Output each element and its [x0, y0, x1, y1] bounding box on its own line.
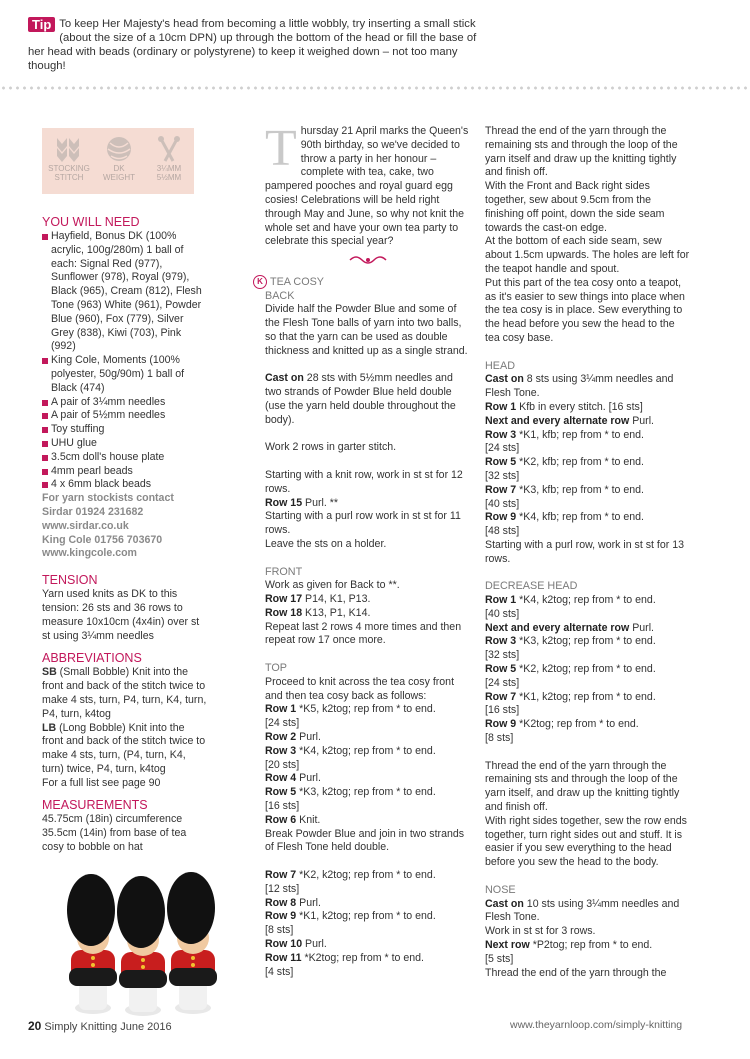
top-row — [265, 759, 470, 773]
top-row — [265, 952, 470, 966]
row-label: Row 9 — [485, 511, 517, 524]
row15 — [265, 497, 470, 511]
row-text: *K1, k2tog; rep from * to end. — [296, 910, 436, 923]
row-label: Cast on — [485, 373, 524, 386]
thread-text: Thread the end of the yarn through the remaining sts and through the loop of the yarn itself, and draw up the knitting tightly and finish off. — [485, 759, 680, 814]
row-label: Row 9 — [265, 910, 297, 923]
front-text: Work as given for Back to **. — [265, 579, 400, 592]
badge-label: STITCH — [54, 173, 84, 182]
yarn-ball-icon — [96, 134, 142, 164]
row-text: 10 sts using 3¼mm needles and Flesh Tone. — [485, 897, 680, 924]
row-text: [32 sts] — [485, 649, 520, 662]
need-item: A pair of 5½mm needles — [42, 409, 207, 423]
dec-row — [485, 608, 690, 622]
sew-text: With right sides together, sew the row ends together, turn right sides out and stuff. It is easier if you sew everything to the head before you sew the head to the body. — [485, 814, 687, 869]
row-label: Row 6 — [265, 813, 297, 826]
column-2 — [257, 120, 470, 979]
page-number: 20 — [28, 1019, 42, 1033]
dec-row — [485, 635, 690, 649]
decrease-head-heading: DECREASE HEAD — [485, 580, 578, 593]
garter-text: Work 2 rows in garter stitch. — [265, 441, 397, 454]
row-label: Row 7 — [485, 483, 517, 496]
top-row — [265, 924, 470, 938]
row-text: *K2, kfb; rep from * to end. — [516, 456, 644, 469]
row-text: [16 sts] — [485, 704, 520, 717]
head-row — [485, 456, 690, 470]
row-text: *K2, k2tog; rep from * to end. — [296, 869, 436, 882]
row-text: [16 sts] — [265, 800, 300, 813]
back-text: Divide half the Powder Blue and some of the Flesh Tone balls of yarn into two balls, so that the yarn can be used as double thickness and knitted up as a single strand. — [265, 303, 468, 357]
abbr-definition: (Long Bobble) Knit into the front and back of the stitch twice to make 4 sts, turn, (P4, turn, K4, turn) twice, P4, turn, k4tog — [42, 721, 206, 775]
sew-text: At the bottom of each side seam, sew about 1.5cm upwards. The holes are left for the teapot handle and spout. — [485, 235, 690, 275]
top-text: Proceed to knit across the tea cosy front and then tea cosy back as follows: — [265, 675, 455, 702]
dec-row — [485, 677, 690, 691]
sew-text: Put this part of the tea cosy onto a teapot, as it's easier to sew things into place when the tea cosy is in place. Sew everything to the head before you sew the head to the tea cosy base. — [485, 276, 685, 344]
badge-label: 3¼MM — [156, 164, 182, 173]
row-label: Row 7 — [485, 690, 517, 703]
abbr-more: For a full list see page 90 — [42, 776, 161, 789]
row-label: Row 18 — [265, 606, 303, 619]
row-label: Row 10 — [265, 938, 303, 951]
dec-row — [485, 732, 690, 746]
tip-box — [28, 17, 488, 73]
row-text: K13, P1, K14. — [302, 606, 371, 619]
need-item: Toy stuffing — [42, 423, 207, 437]
row-text: [24 sts] — [265, 717, 300, 730]
ornament-icon — [265, 254, 470, 271]
row-text: *K2tog; rep from * to end. — [516, 718, 639, 731]
tension-heading: TENSION — [42, 573, 98, 588]
need-item: King Cole, Moments (100% polyester, 50g/90m) 1 ball of Black (474) — [42, 354, 207, 395]
row-text: [32 sts] — [485, 469, 520, 482]
row-text: [12 sts] — [265, 882, 300, 895]
row-text: [24 sts] — [485, 442, 520, 455]
row-text: *K2, k2tog; rep from * to end. — [516, 663, 656, 676]
row-text: 8 sts using 3¼mm needles and Flesh Tone. — [485, 373, 674, 400]
dec-row — [485, 704, 690, 718]
row-text: [48 sts] — [485, 525, 520, 538]
dec-row — [485, 691, 690, 705]
row-text: *K3, k2tog; rep from * to end. — [296, 786, 436, 799]
top-row — [265, 883, 470, 897]
need-item: 4mm pearl beads — [42, 465, 207, 479]
top-row — [265, 717, 470, 731]
abbr-term: LB — [42, 721, 57, 734]
row-text: [40 sts] — [485, 497, 520, 510]
sidebar — [42, 128, 207, 855]
row-text: Kfb in every stitch. [16 sts] — [516, 400, 643, 413]
dotted-divider — [0, 86, 750, 90]
front-heading: FRONT — [265, 565, 303, 578]
row-text: [40 sts] — [485, 607, 520, 620]
royal-guard-egg-cosies-photo — [55, 858, 235, 1018]
measurements-text: 45.75cm (18in) circumference 35.5cm (14in) from base of tea cosy to bobble on hat — [42, 813, 187, 854]
row-text: [4 sts] — [265, 965, 294, 978]
row-label: Row 3 — [485, 428, 517, 441]
head-row — [485, 429, 690, 443]
top-row — [265, 772, 470, 786]
need-item: UHU glue — [42, 437, 207, 451]
row-text: Purl. — [629, 621, 654, 634]
row-label: Row 7 — [265, 869, 297, 882]
row-text: P14, K1, P13. — [302, 593, 371, 606]
badge-label: 5½MM — [156, 173, 182, 182]
row-label: Row 1 — [485, 400, 517, 413]
row-label: Row 5 — [265, 786, 297, 799]
head-row — [485, 498, 690, 512]
top-heading: TOP — [265, 662, 287, 675]
row-label: Row 4 — [265, 772, 297, 785]
row-text: [8 sts] — [485, 732, 514, 745]
column-3 — [485, 125, 690, 980]
needles-icon — [146, 134, 192, 164]
nose-thread: Thread the end of the yarn through the — [485, 966, 667, 979]
tea-cosy-heading — [253, 275, 470, 290]
row-text: Starting with a purl row, work in st st for 13 rows. — [485, 538, 685, 565]
row-text: Purl. — [302, 938, 327, 951]
footer-left — [28, 1019, 172, 1033]
dec-row — [485, 649, 690, 663]
top-row — [265, 869, 470, 883]
break-text: Break Powder Blue and join in two strands of Flesh Tone held double. — [265, 827, 465, 854]
row-label: Row 1 — [485, 594, 517, 607]
top-row — [265, 800, 470, 814]
top-row — [265, 938, 470, 952]
row18 — [265, 607, 470, 621]
head-row — [485, 470, 690, 484]
row-text: *K4, kfb; rep from * to end. — [516, 511, 644, 524]
head-row — [485, 525, 690, 539]
abbr-term: SB — [42, 666, 57, 679]
dec-row — [485, 663, 690, 677]
need-item: 3.5cm doll's house plate — [42, 451, 207, 465]
nose-sts: [5 sts] — [485, 952, 514, 965]
head-row — [485, 511, 690, 525]
drop-cap: T — [265, 120, 297, 177]
tea-cosy-title: TEA COSY — [270, 275, 325, 288]
row-text: *K5, k2tog; rep from * to end. — [296, 703, 436, 716]
nose-heading: NOSE — [485, 883, 516, 896]
top-row — [265, 731, 470, 745]
head-row — [485, 442, 690, 456]
stockist-link[interactable]: www.kingcole.com — [42, 547, 137, 560]
row-text: *K4, k2tog; rep from * to end. — [296, 744, 436, 757]
abbreviations-heading: ABBREVIATIONS — [42, 651, 142, 666]
row-text: *P2tog; rep from * to end. — [529, 939, 653, 952]
row-label: Row 17 — [265, 593, 303, 606]
dec-row — [485, 622, 690, 636]
badge-dk-weight — [96, 134, 142, 182]
nose-row — [485, 939, 690, 953]
row-text: *K3, k2tog; rep from * to end. — [516, 635, 656, 648]
nose-work: Work in st st for 3 rows. — [485, 925, 596, 938]
badge-label: WEIGHT — [103, 173, 135, 182]
head-row — [485, 539, 690, 567]
leave-text: Leave the sts on a holder. — [265, 537, 387, 550]
row-text: Purl. — [296, 731, 321, 744]
row-text: Purl. ** — [302, 496, 339, 509]
row-label: Row 8 — [265, 896, 297, 909]
purl-row-text: Starting with a purl row work in st st for 11 rows. — [265, 510, 461, 537]
row-text: Purl. — [296, 772, 321, 785]
abbr-definition: (Small Bobble) Knit into the front and back of the stitch twice to make 4 sts, turn, P4, turn, K4, turn, P4, turn, k4tog — [42, 666, 207, 720]
stocking-stitch-icon — [46, 134, 92, 164]
row-text: *K4, k2tog; rep from * to end. — [516, 594, 656, 607]
top-row — [265, 910, 470, 924]
badge-label: DK — [113, 164, 125, 173]
head-row — [485, 401, 690, 415]
tension-text: Yarn used knits as DK to this tension: 26 sts and 36 rows to measure 10x10cm (4x4in) over st st using 3¼mm needles — [42, 588, 200, 642]
stockist-contact: King Cole 01756 703670 — [42, 533, 163, 546]
row-label: Next and every alternate row — [485, 621, 630, 634]
knit-badge-icon: K — [253, 275, 267, 289]
head-row — [485, 484, 690, 498]
badge-needle-sizes — [146, 134, 192, 182]
row-text: *K2tog; rep from * to end. — [301, 951, 425, 964]
stockist-link[interactable]: www.sirdar.co.uk — [42, 519, 129, 532]
cast-on-para — [265, 372, 470, 427]
thread-text: Thread the end of the yarn through the remaining sts and through the loop of the yarn itself and draw up the knitting tightly and finish off. — [485, 125, 678, 179]
top-row — [265, 814, 470, 828]
top-row — [265, 897, 470, 911]
instruction-text: 28 sts with 5½mm needles and two strands of Powder Blue held double (use the yarn held double throughout the body). — [265, 372, 456, 426]
row-label: Next and every alternate row — [485, 414, 630, 427]
row-label: Row 3 — [265, 744, 297, 757]
badge-stocking-stitch — [46, 134, 92, 182]
top-row — [265, 745, 470, 759]
head-row — [485, 415, 690, 429]
footer-url[interactable]: www.theyarnloop.com/simply-knitting — [510, 1019, 683, 1031]
head-row — [485, 373, 690, 401]
intro-paragraph — [265, 120, 470, 249]
dec-row — [485, 718, 690, 732]
need-item: Hayfield, Bonus DK (100% acrylic, 100g/280m) 1 ball of each: Signal Red (977), Sunflower (978), Royal (979), Black (965), Cream (812), Flesh Tone (963) White (961), Powder Blue (960), Fox (779), Silver Grey (838), Kiwi (703), Pink (992) — [42, 230, 207, 354]
row-text: [8 sts] — [265, 924, 294, 937]
row-label: Row 5 — [485, 663, 517, 676]
row17 — [265, 593, 470, 607]
row-label: Row 1 — [265, 703, 297, 716]
stockist-contact: Sirdar 01924 231682 — [42, 505, 144, 518]
row-label: Row 15 — [265, 496, 303, 509]
repeat-text: Repeat last 2 rows 4 more times and then repeat row 17 once more. — [265, 620, 462, 647]
row-text: Purl. — [296, 896, 321, 909]
row-text: *K1, k2tog; rep from * to end. — [516, 690, 656, 703]
you-will-need-heading: YOU WILL NEED — [42, 215, 140, 229]
dec-row — [485, 594, 690, 608]
row-label: Cast on — [485, 897, 524, 910]
need-item: A pair of 3¼mm needles — [42, 396, 207, 410]
row-label: Row 3 — [485, 635, 517, 648]
back-heading: BACK — [265, 289, 295, 302]
row-label: Row 11 — [265, 951, 302, 964]
row-label: Row 2 — [265, 731, 297, 744]
knit-row-text: Starting with a knit row, work in st st for 12 rows. — [265, 468, 463, 495]
abbr-lb — [42, 722, 207, 777]
row-text: Purl. — [629, 414, 654, 427]
row-text: *K1, kfb; rep from * to end. — [516, 428, 644, 441]
top-row — [265, 703, 470, 717]
sew-text: With the Front and Back right sides together, sew about 9.5cm from the finishing off point, down the side seam towards the cast-on edge. — [485, 180, 665, 234]
measurements-heading: MEASUREMENTS — [42, 798, 148, 813]
instruction-label: Cast on — [265, 372, 304, 385]
intro-text: hursday 21 April marks the Queen's 90th birthday, so we've decided to throw a party in her honour – complete with tea, cake, two pampered pooches and royal guard egg cosies! Celebrations will be held right through May and June, so why not knit the whole set and have your own tea party to celebrate this special year? — [265, 125, 469, 248]
row-label: Next row — [485, 939, 530, 952]
row-label: Row 9 — [485, 718, 517, 731]
badge-label: STOCKING — [48, 164, 90, 173]
tip-badge: Tip — [28, 17, 55, 32]
magazine-issue: Simply Knitting June 2016 — [44, 1021, 172, 1033]
nose-row — [485, 898, 690, 926]
info-badges — [42, 128, 194, 194]
head-heading: HEAD — [485, 359, 515, 372]
row-text: [20 sts] — [265, 758, 300, 771]
need-item: 4 x 6mm black beads — [42, 478, 207, 492]
row-text: *K3, kfb; rep from * to end. — [516, 483, 644, 496]
tip-text: To keep Her Majesty's head from becoming a little wobbly, try inserting a small stick (about the size of a 10cm DPN) up through the bottom of the head or fill the base of her head with beads (ordinary or polystyrene) to keep it weighed down – not too many though! — [28, 18, 477, 72]
top-row — [265, 786, 470, 800]
abbr-sb — [42, 666, 207, 721]
row-text: [24 sts] — [485, 676, 520, 689]
row-text: Knit. — [296, 813, 321, 826]
row-label: Row 5 — [485, 456, 517, 469]
stockist-contact: For yarn stockists contact — [42, 492, 174, 505]
top-row — [265, 966, 470, 980]
